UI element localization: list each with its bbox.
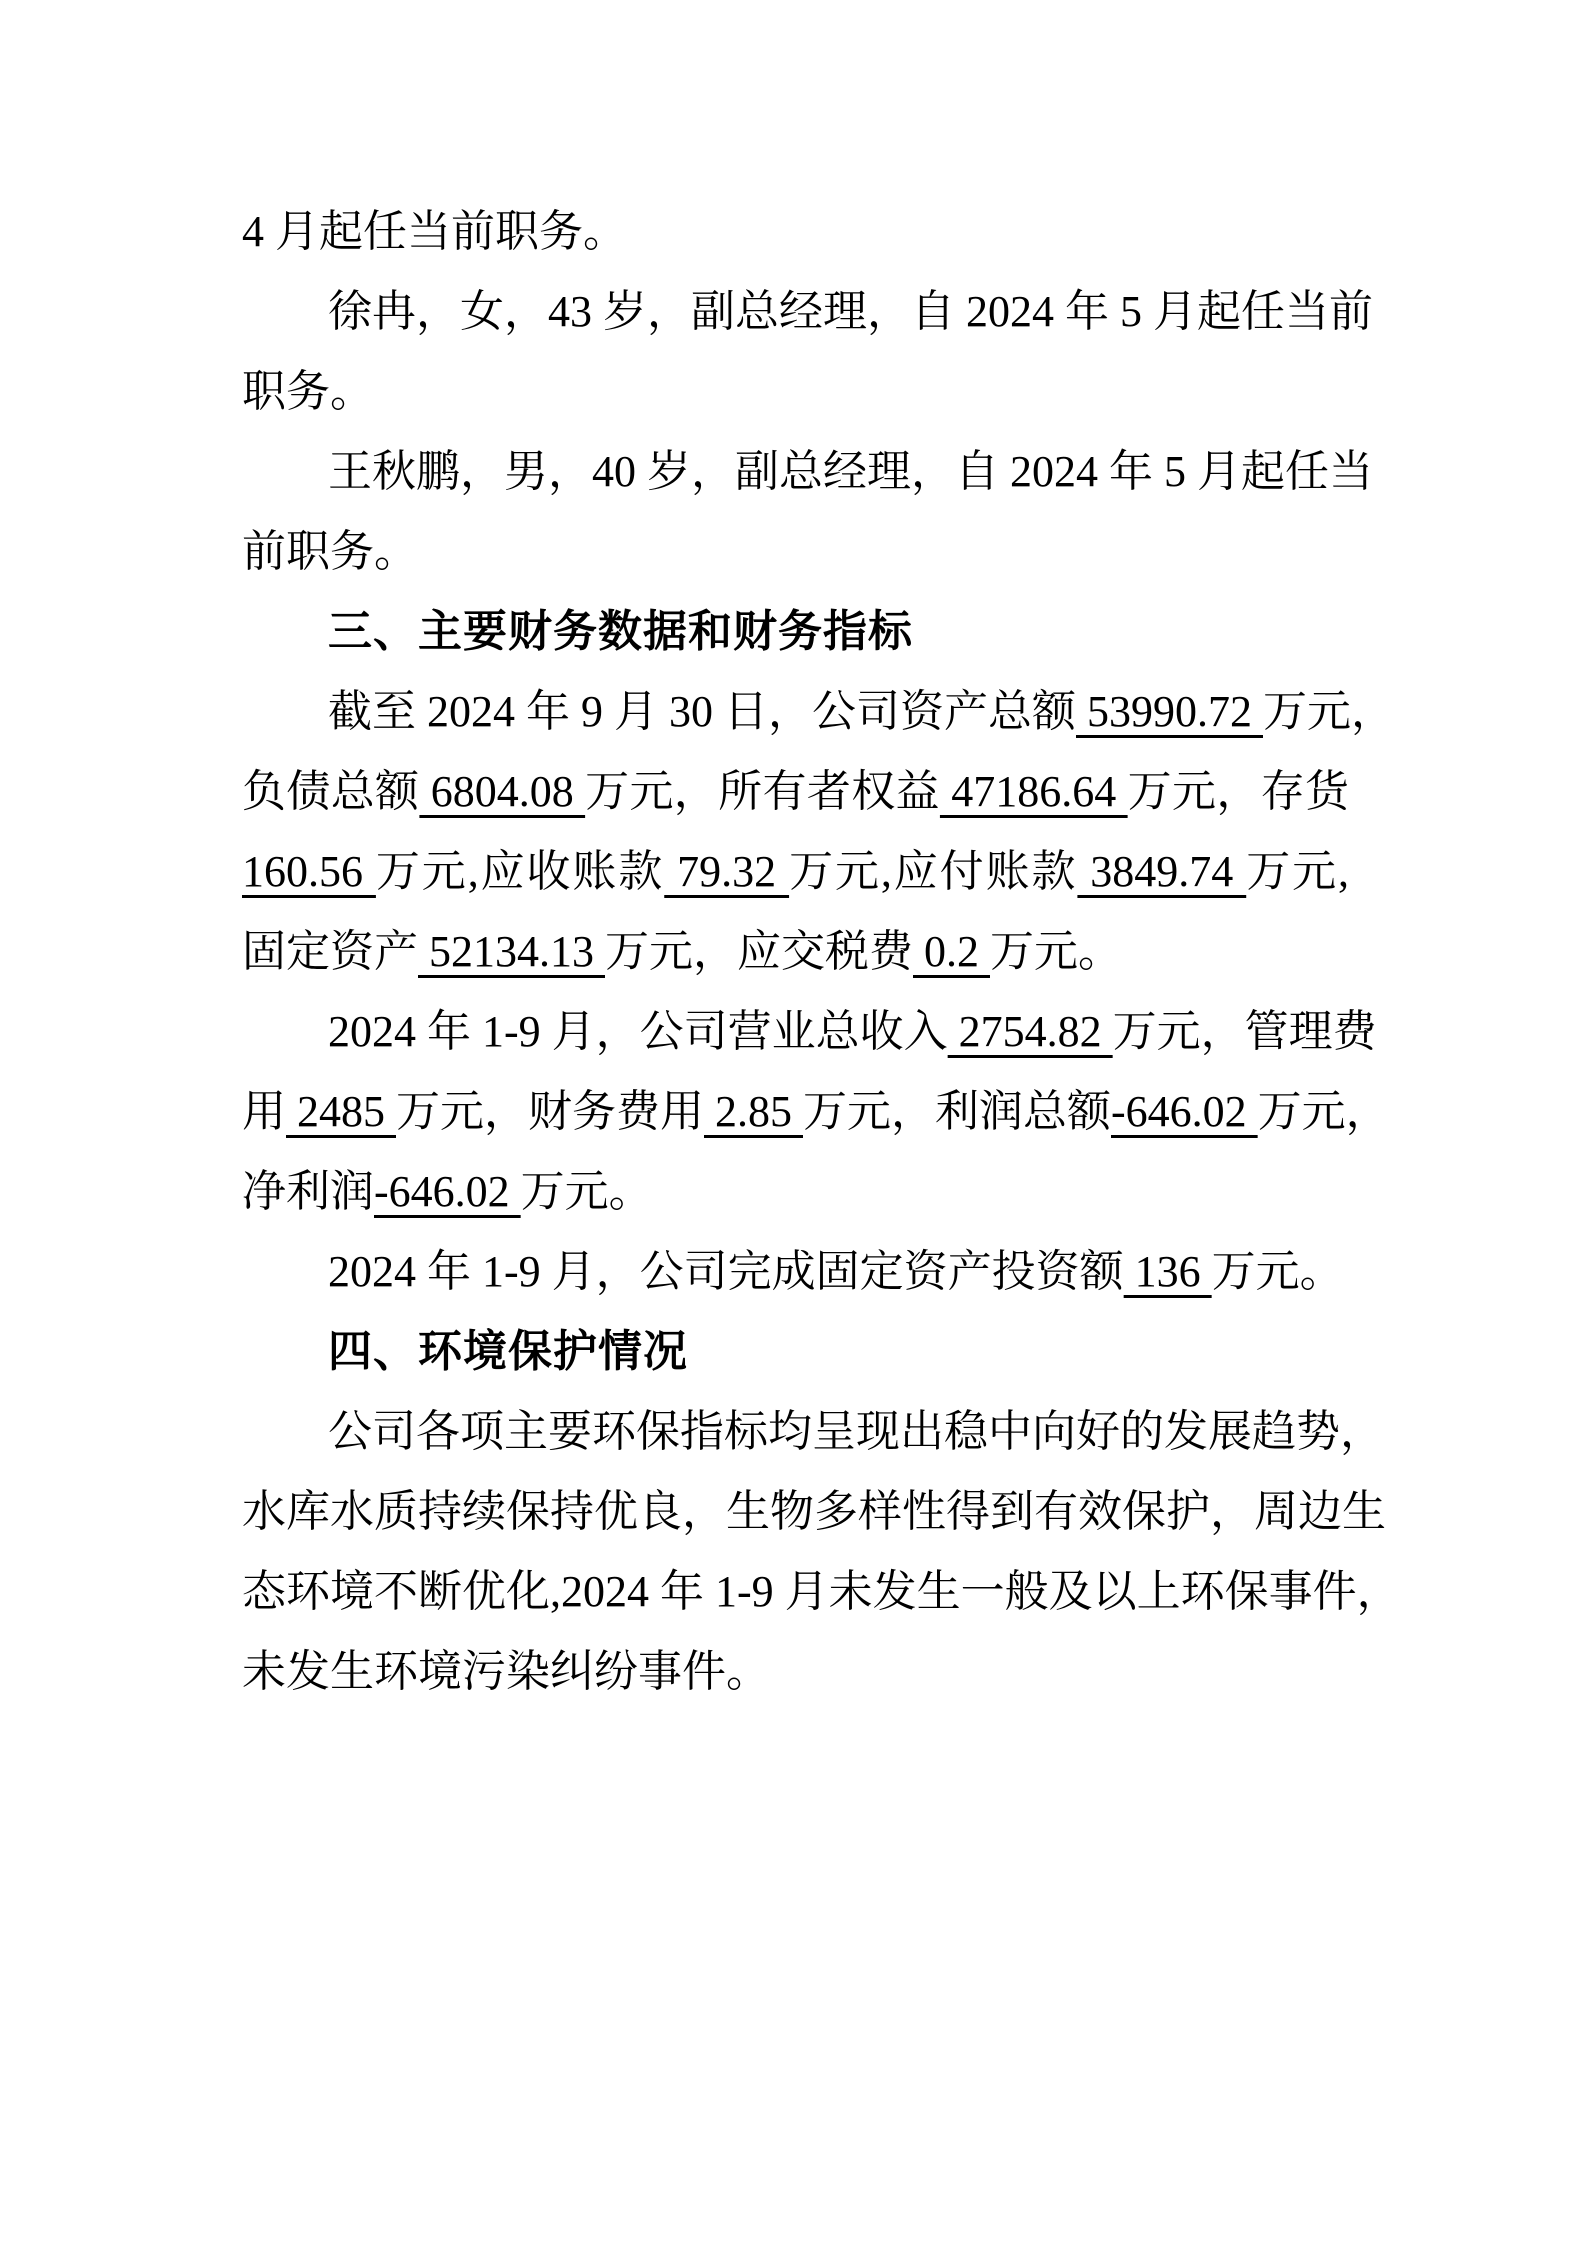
text-run: 万元, <box>1246 847 1350 896</box>
text-run: 王秋鹏，男，40 岁，副总经理，自 2024 年 5 月起任当 <box>328 447 1373 496</box>
text-line <box>242 1072 1390 1152</box>
underlined-number: 160.56 <box>242 847 376 896</box>
text-run: 态环境不断优化,2024 年 1-9 月未发生一般及以上环保事件， <box>242 1567 1401 1616</box>
text-run: 水库水质持续保持优良，生物多样性得到有效保护，周边生 <box>242 1487 1386 1536</box>
text-line <box>242 912 1349 992</box>
text-run: 未发生环境污染纠纷事件。 <box>242 1647 770 1696</box>
underlined-number: -646.02 <box>374 1167 521 1216</box>
text-run: 固定资产 <box>242 927 418 976</box>
text-run: 负债总额 <box>242 767 420 816</box>
text-line <box>242 1552 1401 1632</box>
text-line <box>242 1152 1349 1232</box>
text-run: 万元，存货 <box>1127 767 1350 816</box>
text-run: 4 月起任当前职务。 <box>242 207 627 256</box>
text-line <box>242 992 1377 1072</box>
document-body <box>242 192 1401 1712</box>
text-run: 2024 年 1-9 月，公司营业总收入 <box>328 1007 948 1056</box>
text-line <box>242 192 1349 272</box>
underlined-number: 79.32 <box>664 847 790 896</box>
text-run: 截至 2024 年 9 月 30 日，公司资产总额 <box>328 687 1076 736</box>
text-run: 万元。 <box>1211 1247 1344 1296</box>
text-run: 万元。 <box>990 927 1122 976</box>
text-run: 万元,应收账款 <box>375 847 665 896</box>
text-line <box>242 272 1373 352</box>
underlined-number: 47186.64 <box>939 767 1128 816</box>
text-run: 万元，所有者权益 <box>585 767 940 816</box>
text-line <box>242 352 1349 432</box>
text-run: 职务。 <box>242 367 374 416</box>
underlined-number: 2754.82 <box>947 1007 1113 1056</box>
text-run: 用 <box>242 1087 286 1136</box>
underlined-number: 3849.74 <box>1077 847 1247 896</box>
text-run: 前职务。 <box>242 527 418 576</box>
underlined-number: 6804.08 <box>419 767 586 816</box>
text-run: 万元， <box>1263 687 1395 736</box>
text-run: 2024 年 1-9 月，公司完成固定资产投资额 <box>328 1247 1124 1296</box>
text-line <box>242 1232 1349 1312</box>
text-run: 净利润 <box>242 1167 374 1216</box>
text-line <box>242 752 1349 832</box>
underlined-number: 2485 <box>286 1087 396 1136</box>
underlined-number: 2.85 <box>704 1087 803 1136</box>
underlined-number: 52134.13 <box>418 927 605 976</box>
text-run: 万元，管理费 <box>1112 1007 1377 1056</box>
underlined-number: 136 <box>1123 1247 1212 1296</box>
text-line <box>242 1472 1386 1552</box>
text-run: 四、环境保护情况 <box>328 1327 688 1376</box>
underlined-number: 53990.72 <box>1076 687 1263 736</box>
text-run: 徐冉，女，43 岁，副总经理，自 2024 年 5 月起任当前 <box>328 287 1373 336</box>
text-line <box>242 1392 1384 1472</box>
text-run: 万元,应付账款 <box>789 847 1078 896</box>
underlined-number: 0.2 <box>913 927 990 976</box>
text-run: 万元，财务费用 <box>396 1087 704 1136</box>
text-run: 三、主要财务数据和财务指标 <box>328 607 913 656</box>
text-run: 万元， <box>1257 1087 1390 1136</box>
underlined-number: -646.02 <box>1111 1087 1258 1136</box>
text-line <box>242 1632 1349 1712</box>
section-heading <box>242 592 1349 672</box>
text-run: 万元。 <box>520 1167 653 1216</box>
text-run: 公司各项主要环保指标均呈现出稳中向好的发展趋势， <box>328 1407 1384 1456</box>
section-heading <box>242 1312 1349 1392</box>
text-line <box>242 832 1349 912</box>
text-line <box>242 512 1349 592</box>
text-run: 万元，应交税费 <box>605 927 913 976</box>
text-run: 万元，利润总额 <box>803 1087 1111 1136</box>
text-line <box>242 432 1373 512</box>
text-line <box>242 672 1395 752</box>
